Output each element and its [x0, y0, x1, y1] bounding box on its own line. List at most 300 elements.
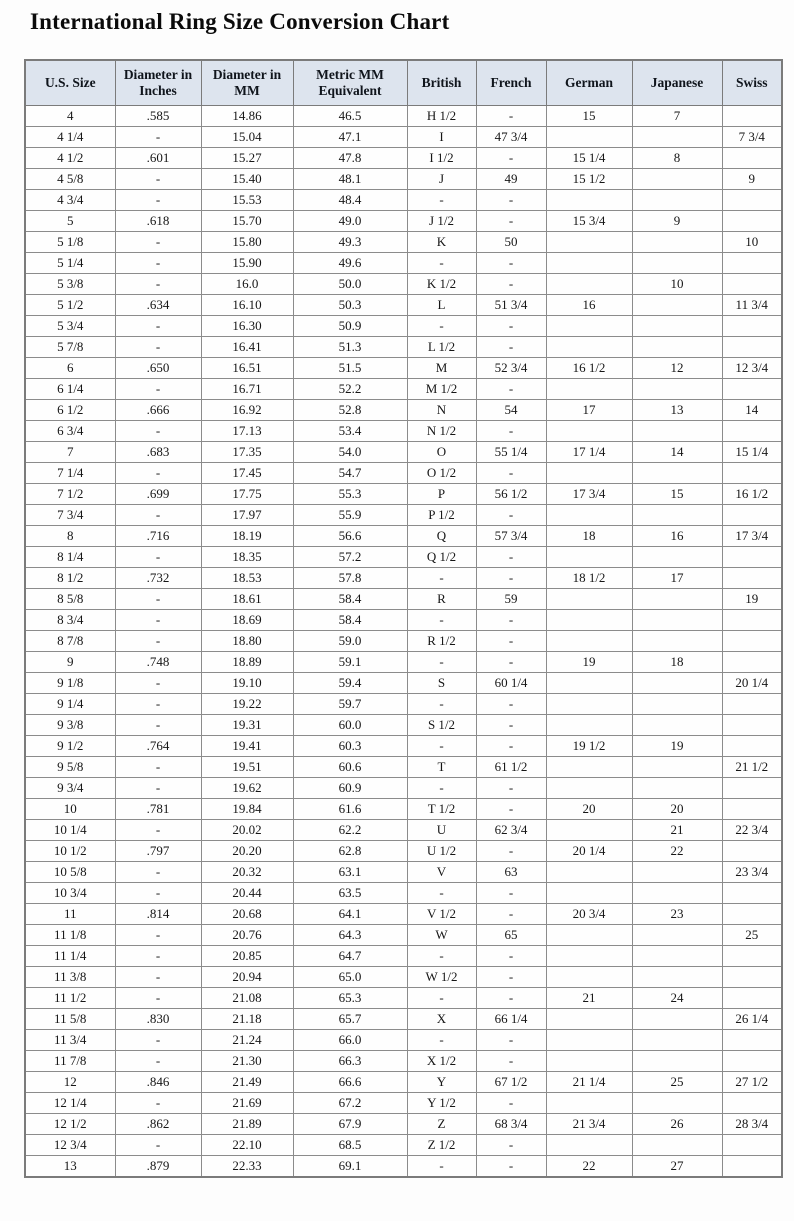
- table-row: [25, 546, 782, 567]
- cell: 48.1: [293, 168, 407, 189]
- cell: 18.35: [201, 546, 293, 567]
- cell: .862: [115, 1113, 201, 1134]
- table-row: [25, 210, 782, 231]
- cell: -: [115, 609, 201, 630]
- cell: 15.53: [201, 189, 293, 210]
- cell: 27: [632, 1155, 722, 1177]
- cell: 52.8: [293, 399, 407, 420]
- cell: 51.5: [293, 357, 407, 378]
- cell: 18: [546, 525, 632, 546]
- cell: [722, 735, 782, 756]
- cell: 20.94: [201, 966, 293, 987]
- cell: [722, 315, 782, 336]
- cell: 21: [632, 819, 722, 840]
- cell: 67.9: [293, 1113, 407, 1134]
- cell: 20.68: [201, 903, 293, 924]
- table-row: [25, 483, 782, 504]
- cell: X 1/2: [407, 1050, 476, 1071]
- cell: [632, 609, 722, 630]
- cell: 17 3/4: [546, 483, 632, 504]
- cell: 20: [632, 798, 722, 819]
- cell: 50: [476, 231, 546, 252]
- cell: [546, 777, 632, 798]
- cell: [632, 1092, 722, 1113]
- cell: .666: [115, 399, 201, 420]
- cell: 65.0: [293, 966, 407, 987]
- cell: N 1/2: [407, 420, 476, 441]
- cell: -: [476, 147, 546, 168]
- cell: [722, 1092, 782, 1113]
- cell: -: [476, 714, 546, 735]
- table-row: [25, 1008, 782, 1029]
- cell: [546, 588, 632, 609]
- cell: 4 5/8: [25, 168, 115, 189]
- cell: [722, 1134, 782, 1155]
- cell: 16 1/2: [722, 483, 782, 504]
- cell: 21: [546, 987, 632, 1008]
- cell: [546, 861, 632, 882]
- cell: -: [476, 1092, 546, 1113]
- cell: -: [476, 609, 546, 630]
- cell: -: [407, 1029, 476, 1050]
- cell: -: [407, 651, 476, 672]
- cell: [632, 924, 722, 945]
- cell: -: [476, 777, 546, 798]
- cell: [546, 1092, 632, 1113]
- cell: [632, 1029, 722, 1050]
- cell: .683: [115, 441, 201, 462]
- cell: [632, 168, 722, 189]
- cell: 15 3/4: [546, 210, 632, 231]
- cell: 11 7/8: [25, 1050, 115, 1071]
- cell: J: [407, 168, 476, 189]
- cell: 66 1/4: [476, 1008, 546, 1029]
- cell: 20 1/4: [722, 672, 782, 693]
- cell: -: [115, 168, 201, 189]
- cell: 14.86: [201, 105, 293, 126]
- cell: 46.5: [293, 105, 407, 126]
- table-row: [25, 357, 782, 378]
- cell: 17.13: [201, 420, 293, 441]
- cell: 20.32: [201, 861, 293, 882]
- cell: 60 1/4: [476, 672, 546, 693]
- cell: 18.69: [201, 609, 293, 630]
- cell: 17.35: [201, 441, 293, 462]
- cell: 20: [546, 798, 632, 819]
- table-row: [25, 903, 782, 924]
- cell: Z 1/2: [407, 1134, 476, 1155]
- cell: O: [407, 441, 476, 462]
- table-row: [25, 672, 782, 693]
- cell: [722, 945, 782, 966]
- cell: 15.04: [201, 126, 293, 147]
- cell: 62.8: [293, 840, 407, 861]
- cell: T: [407, 756, 476, 777]
- cell: -: [476, 693, 546, 714]
- cell: -: [407, 609, 476, 630]
- cell: 12 1/2: [25, 1113, 115, 1134]
- cell: -: [476, 1050, 546, 1071]
- cell: X: [407, 1008, 476, 1029]
- table-header: [25, 60, 782, 106]
- table-row: [25, 798, 782, 819]
- table-row: [25, 819, 782, 840]
- cell: [722, 252, 782, 273]
- cell: 50.0: [293, 273, 407, 294]
- cell: 8 1/4: [25, 546, 115, 567]
- cell: M 1/2: [407, 378, 476, 399]
- cell: [546, 231, 632, 252]
- cell: 64.3: [293, 924, 407, 945]
- cell: .846: [115, 1071, 201, 1092]
- cell: 21.89: [201, 1113, 293, 1134]
- cell: -: [115, 1029, 201, 1050]
- cell: 4: [25, 105, 115, 126]
- cell: -: [407, 945, 476, 966]
- cell: 54: [476, 399, 546, 420]
- cell: 22: [546, 1155, 632, 1177]
- table-row: [25, 336, 782, 357]
- cell: -: [476, 1134, 546, 1155]
- cell: -: [476, 1155, 546, 1177]
- cell: 18 1/2: [546, 567, 632, 588]
- cell: .781: [115, 798, 201, 819]
- cell: -: [407, 987, 476, 1008]
- table-row: [25, 1134, 782, 1155]
- cell: 50.9: [293, 315, 407, 336]
- cell: 4 3/4: [25, 189, 115, 210]
- cell: 9 1/8: [25, 672, 115, 693]
- cell: 63.5: [293, 882, 407, 903]
- cell: 67 1/2: [476, 1071, 546, 1092]
- table-row: [25, 945, 782, 966]
- cell: [722, 273, 782, 294]
- cell: K 1/2: [407, 273, 476, 294]
- cell: 12 3/4: [25, 1134, 115, 1155]
- cell: -: [476, 567, 546, 588]
- cell: .830: [115, 1008, 201, 1029]
- cell: [546, 315, 632, 336]
- cell: 68 3/4: [476, 1113, 546, 1134]
- cell: 18.89: [201, 651, 293, 672]
- cell: 47.8: [293, 147, 407, 168]
- cell: N: [407, 399, 476, 420]
- cell: [722, 147, 782, 168]
- cell: -: [115, 315, 201, 336]
- table-row: [25, 105, 782, 126]
- cell: 20.85: [201, 945, 293, 966]
- cell: 16: [546, 294, 632, 315]
- column-header-swiss: Swiss: [722, 60, 782, 106]
- cell: [546, 966, 632, 987]
- cell: I: [407, 126, 476, 147]
- cell: 9: [632, 210, 722, 231]
- cell: 11 5/8: [25, 1008, 115, 1029]
- cell: -: [115, 714, 201, 735]
- cell: .879: [115, 1155, 201, 1177]
- cell: 16.0: [201, 273, 293, 294]
- cell: -: [476, 378, 546, 399]
- cell: 60.0: [293, 714, 407, 735]
- table-row: [25, 756, 782, 777]
- cell: 14: [632, 441, 722, 462]
- cell: [546, 630, 632, 651]
- cell: -: [476, 987, 546, 1008]
- cell: I 1/2: [407, 147, 476, 168]
- cell: Q: [407, 525, 476, 546]
- cell: -: [115, 924, 201, 945]
- cell: 25: [632, 1071, 722, 1092]
- cell: -: [115, 420, 201, 441]
- table-row: [25, 147, 782, 168]
- table-row: [25, 966, 782, 987]
- cell: 8 7/8: [25, 630, 115, 651]
- cell: -: [476, 420, 546, 441]
- cell: -: [407, 693, 476, 714]
- cell: -: [115, 126, 201, 147]
- cell: P 1/2: [407, 504, 476, 525]
- cell: 8: [25, 525, 115, 546]
- cell: 67.2: [293, 1092, 407, 1113]
- cell: 11 1/2: [25, 987, 115, 1008]
- cell: -: [115, 945, 201, 966]
- column-header-german: German: [546, 60, 632, 106]
- cell: [632, 756, 722, 777]
- column-header-diameter-in-inches: Diameter in Inches: [115, 60, 201, 106]
- cell: .716: [115, 525, 201, 546]
- cell: 16: [632, 525, 722, 546]
- cell: 4 1/4: [25, 126, 115, 147]
- cell: [632, 630, 722, 651]
- cell: 65.7: [293, 1008, 407, 1029]
- cell: 18.80: [201, 630, 293, 651]
- cell: 5 3/8: [25, 273, 115, 294]
- table-row: [25, 504, 782, 525]
- cell: M: [407, 357, 476, 378]
- cell: .797: [115, 840, 201, 861]
- cell: 20.20: [201, 840, 293, 861]
- cell: [722, 630, 782, 651]
- table-row: [25, 630, 782, 651]
- cell: -: [407, 777, 476, 798]
- cell: L: [407, 294, 476, 315]
- cell: -: [476, 903, 546, 924]
- table-row: [25, 252, 782, 273]
- cell: -: [407, 252, 476, 273]
- cell: 63: [476, 861, 546, 882]
- cell: 9 3/4: [25, 777, 115, 798]
- cell: 6 3/4: [25, 420, 115, 441]
- cell: -: [476, 966, 546, 987]
- cell: -: [115, 777, 201, 798]
- cell: U: [407, 819, 476, 840]
- cell: 12 1/4: [25, 1092, 115, 1113]
- cell: 18.61: [201, 588, 293, 609]
- cell: 10: [632, 273, 722, 294]
- cell: 6 1/2: [25, 399, 115, 420]
- cell: 17.45: [201, 462, 293, 483]
- cell: 23: [632, 903, 722, 924]
- table-row: [25, 399, 782, 420]
- cell: 10 1/2: [25, 840, 115, 861]
- cell: [632, 882, 722, 903]
- header-row: [25, 60, 782, 106]
- cell: 15.80: [201, 231, 293, 252]
- cell: 10 5/8: [25, 861, 115, 882]
- cell: 61.6: [293, 798, 407, 819]
- cell: 17 3/4: [722, 525, 782, 546]
- cell: 49.3: [293, 231, 407, 252]
- cell: 16.71: [201, 378, 293, 399]
- cell: 21.24: [201, 1029, 293, 1050]
- cell: 16.41: [201, 336, 293, 357]
- cell: 20 3/4: [546, 903, 632, 924]
- cell: 16 1/2: [546, 357, 632, 378]
- column-header-french: French: [476, 60, 546, 106]
- cell: 22.33: [201, 1155, 293, 1177]
- cell: 61 1/2: [476, 756, 546, 777]
- cell: [546, 420, 632, 441]
- cell: -: [476, 189, 546, 210]
- cell: 5 1/8: [25, 231, 115, 252]
- cell: -: [476, 315, 546, 336]
- cell: 14: [722, 399, 782, 420]
- cell: [546, 378, 632, 399]
- cell: K: [407, 231, 476, 252]
- cell: [632, 420, 722, 441]
- table-row: [25, 525, 782, 546]
- cell: .732: [115, 567, 201, 588]
- cell: -: [115, 987, 201, 1008]
- cell: [632, 462, 722, 483]
- cell: [722, 966, 782, 987]
- cell: [722, 651, 782, 672]
- cell: 19.41: [201, 735, 293, 756]
- cell: [722, 1029, 782, 1050]
- cell: [632, 861, 722, 882]
- cell: -: [476, 252, 546, 273]
- cell: 15.70: [201, 210, 293, 231]
- cell: 15.90: [201, 252, 293, 273]
- cell: 52 3/4: [476, 357, 546, 378]
- table-row: [25, 1155, 782, 1177]
- table-row: [25, 378, 782, 399]
- cell: 4 1/2: [25, 147, 115, 168]
- cell: V 1/2: [407, 903, 476, 924]
- cell: 65: [476, 924, 546, 945]
- cell: -: [115, 546, 201, 567]
- cell: 55.9: [293, 504, 407, 525]
- cell: 19.22: [201, 693, 293, 714]
- table-row: [25, 1113, 782, 1134]
- cell: -: [476, 504, 546, 525]
- table-row: [25, 588, 782, 609]
- cell: -: [476, 546, 546, 567]
- cell: 51 3/4: [476, 294, 546, 315]
- cell: L 1/2: [407, 336, 476, 357]
- cell: 19.62: [201, 777, 293, 798]
- cell: 9 1/4: [25, 693, 115, 714]
- cell: [722, 546, 782, 567]
- table-row: [25, 441, 782, 462]
- cell: 15 1/4: [546, 147, 632, 168]
- table-row: [25, 1071, 782, 1092]
- cell: [632, 336, 722, 357]
- cell: 19 1/2: [546, 735, 632, 756]
- cell: 7 1/4: [25, 462, 115, 483]
- cell: [722, 504, 782, 525]
- table-row: [25, 294, 782, 315]
- table-row: [25, 693, 782, 714]
- table-row: [25, 462, 782, 483]
- cell: Z: [407, 1113, 476, 1134]
- cell: 22.10: [201, 1134, 293, 1155]
- cell: [722, 903, 782, 924]
- cell: 21 3/4: [546, 1113, 632, 1134]
- cell: 68.5: [293, 1134, 407, 1155]
- cell: 49.0: [293, 210, 407, 231]
- cell: -: [115, 1050, 201, 1071]
- table-row: [25, 1050, 782, 1071]
- cell: -: [476, 1029, 546, 1050]
- cell: 15 1/4: [722, 441, 782, 462]
- cell: 25: [722, 924, 782, 945]
- cell: [632, 126, 722, 147]
- cell: [722, 987, 782, 1008]
- cell: 59.1: [293, 651, 407, 672]
- cell: V: [407, 861, 476, 882]
- cell: [632, 693, 722, 714]
- table-row: [25, 231, 782, 252]
- cell: 56 1/2: [476, 483, 546, 504]
- cell: .601: [115, 147, 201, 168]
- cell: [632, 588, 722, 609]
- cell: -: [115, 378, 201, 399]
- cell: 7 3/4: [722, 126, 782, 147]
- cell: 7 1/2: [25, 483, 115, 504]
- cell: 8 3/4: [25, 609, 115, 630]
- cell: [632, 294, 722, 315]
- cell: 12: [632, 357, 722, 378]
- cell: 13: [25, 1155, 115, 1177]
- page-title: International Ring Size Conversion Chart: [30, 9, 450, 34]
- cell: [632, 504, 722, 525]
- cell: 17.97: [201, 504, 293, 525]
- cell: 58.4: [293, 609, 407, 630]
- cell: -: [476, 273, 546, 294]
- cell: T 1/2: [407, 798, 476, 819]
- cell: -: [476, 462, 546, 483]
- cell: -: [115, 819, 201, 840]
- cell: -: [115, 252, 201, 273]
- cell: 62 3/4: [476, 819, 546, 840]
- table-row: [25, 840, 782, 861]
- cell: 49: [476, 168, 546, 189]
- cell: 20.02: [201, 819, 293, 840]
- cell: .699: [115, 483, 201, 504]
- cell: J 1/2: [407, 210, 476, 231]
- cell: [722, 693, 782, 714]
- cell: [546, 1050, 632, 1071]
- cell: 5 3/4: [25, 315, 115, 336]
- cell: 54.0: [293, 441, 407, 462]
- cell: 17: [546, 399, 632, 420]
- cell: -: [115, 630, 201, 651]
- cell: 6 1/4: [25, 378, 115, 399]
- cell: 19: [546, 651, 632, 672]
- cell: 13: [632, 399, 722, 420]
- cell: 10 1/4: [25, 819, 115, 840]
